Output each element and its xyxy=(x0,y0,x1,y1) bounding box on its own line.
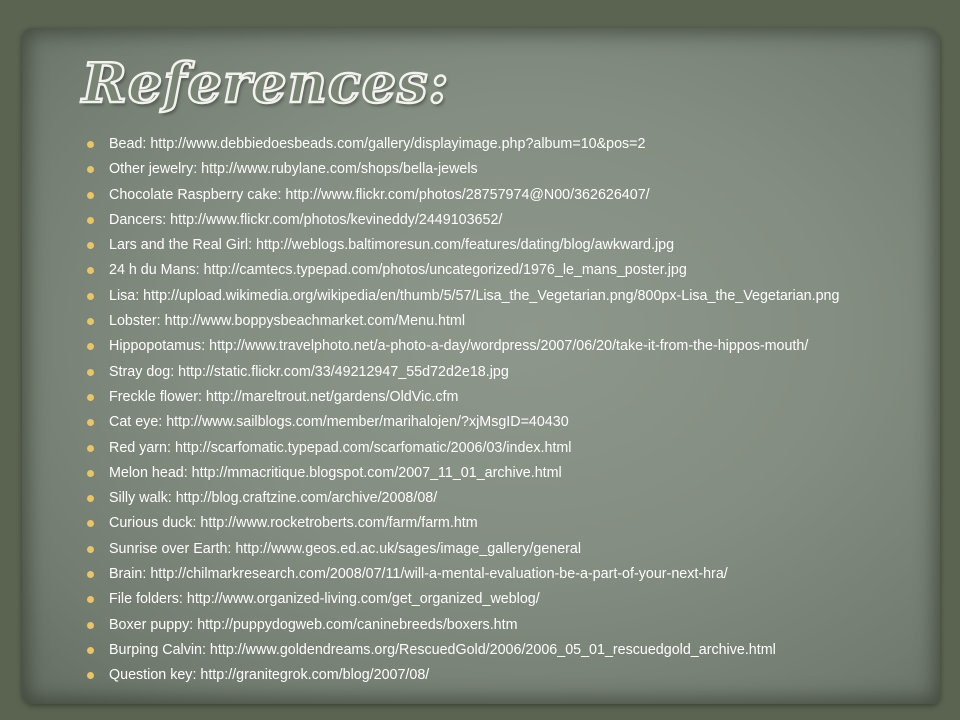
reference-item xyxy=(84,461,954,486)
bullet-icon xyxy=(87,343,94,350)
reference-text: File folders: http://www.organized-living.com/get_organized_weblog/ xyxy=(109,591,540,608)
reference-text: Brain: http://chilmarkresearch.com/2008/07/11/will-a-mental-evaluation-be-a-part-of-your-next-hra/ xyxy=(109,566,728,583)
reference-item xyxy=(84,385,954,410)
bullet-icon xyxy=(87,141,94,148)
reference-item xyxy=(84,183,954,208)
reference-text: Stray dog: http://static.flickr.com/33/49212947_55d72d2e18.jpg xyxy=(109,363,509,380)
bullet-icon xyxy=(87,495,94,502)
reference-text: Cat eye: http://www.sailblogs.com/member/marihalojen/?xjMsgID=40430 xyxy=(109,414,569,431)
reference-item xyxy=(84,562,954,587)
reference-text: Red yarn: http://scarfomatic.typepad.com/scarfomatic/2006/03/index.html xyxy=(109,439,572,456)
reference-item xyxy=(84,284,954,309)
slide-board xyxy=(22,28,940,704)
bullet-icon xyxy=(87,166,94,173)
reference-list xyxy=(84,132,954,689)
bullet-icon xyxy=(87,445,94,452)
bullet-icon xyxy=(87,672,94,679)
reference-item xyxy=(84,233,954,258)
bullet-icon xyxy=(87,267,94,274)
reference-text: Boxer puppy: http://puppydogweb.com/caninebreeds/boxers.htm xyxy=(109,616,518,633)
reference-item xyxy=(84,132,954,157)
reference-item xyxy=(84,436,954,461)
reference-item xyxy=(84,309,954,334)
reference-item xyxy=(84,663,954,688)
reference-text: Lisa: http://upload.wikimedia.org/wikipedia/en/thumb/5/57/Lisa_the_Vegetarian.png/800px-Lisa_the_Vegetarian.png xyxy=(109,287,840,304)
bullet-icon xyxy=(87,622,94,629)
bullet-icon xyxy=(87,419,94,426)
bullet-icon xyxy=(87,470,94,477)
reference-text: Question key: http://granitegrok.com/blog/2007/08/ xyxy=(109,667,430,684)
reference-text: Silly walk: http://blog.craftzine.com/archive/2008/08/ xyxy=(109,490,438,507)
reference-text: Lars and the Real Girl: http://weblogs.baltimoresun.com/features/dating/blog/awkward.jpg xyxy=(109,237,675,254)
reference-item xyxy=(84,157,954,182)
reference-text: Freckle flower: http://mareltrout.net/gardens/OldVic.cfm xyxy=(109,388,459,405)
bullet-icon xyxy=(87,217,94,224)
reference-text: 24 h du Mans: http://camtecs.typepad.com/photos/uncategorized/1976_le_mans_poster.jpg xyxy=(109,262,687,279)
bullet-icon xyxy=(87,394,94,401)
reference-text: Hippopotamus: http://www.travelphoto.net/a-photo-a-day/wordpress/2007/06/20/take-it-from-the-hippos-mouth/ xyxy=(109,338,809,355)
reference-text: Lobster: http://www.boppysbeachmarket.com/Menu.html xyxy=(109,313,465,330)
reference-text: Sunrise over Earth: http://www.geos.ed.ac.uk/sages/image_gallery/general xyxy=(109,540,582,557)
bullet-icon xyxy=(87,520,94,527)
reference-text: Dancers: http://www.flickr.com/photos/kevineddy/2449103652/ xyxy=(109,211,503,228)
slide-title: References: xyxy=(82,51,450,115)
bullet-icon xyxy=(87,596,94,603)
reference-text: Burping Calvin: http://www.goldendreams.org/RescuedGold/2006/2006_05_01_rescuedgold_archive.html xyxy=(109,641,776,658)
reference-text: Other jewelry: http://www.rubylane.com/shops/bella-jewels xyxy=(109,161,478,178)
reference-item xyxy=(84,613,954,638)
bullet-icon xyxy=(87,192,94,199)
reference-text: Chocolate Raspberry cake: http://www.flickr.com/photos/28757974@N00/362626407/ xyxy=(109,186,650,203)
bullet-icon xyxy=(87,293,94,300)
reference-text: Bead: http://www.debbiedoesbeads.com/gallery/displayimage.php?album=10&pos=2 xyxy=(109,136,646,152)
reference-item xyxy=(84,486,954,511)
bullet-icon xyxy=(87,647,94,654)
reference-item xyxy=(84,537,954,562)
reference-item xyxy=(84,638,954,663)
reference-item xyxy=(84,511,954,536)
reference-item xyxy=(84,208,954,233)
bullet-icon xyxy=(87,242,94,249)
reference-item xyxy=(84,587,954,612)
reference-text: Melon head: http://mmacritique.blogspot.com/2007_11_01_archive.html xyxy=(109,464,562,481)
bullet-icon xyxy=(87,369,94,376)
bullet-icon xyxy=(87,571,94,578)
reference-item xyxy=(84,258,954,283)
reference-item xyxy=(84,334,954,359)
bullet-icon xyxy=(87,546,94,553)
reference-text: Curious duck: http://www.rocketroberts.com/farm/farm.htm xyxy=(109,515,478,532)
reference-item xyxy=(84,360,954,385)
reference-item xyxy=(84,410,954,435)
bullet-icon xyxy=(87,318,94,325)
